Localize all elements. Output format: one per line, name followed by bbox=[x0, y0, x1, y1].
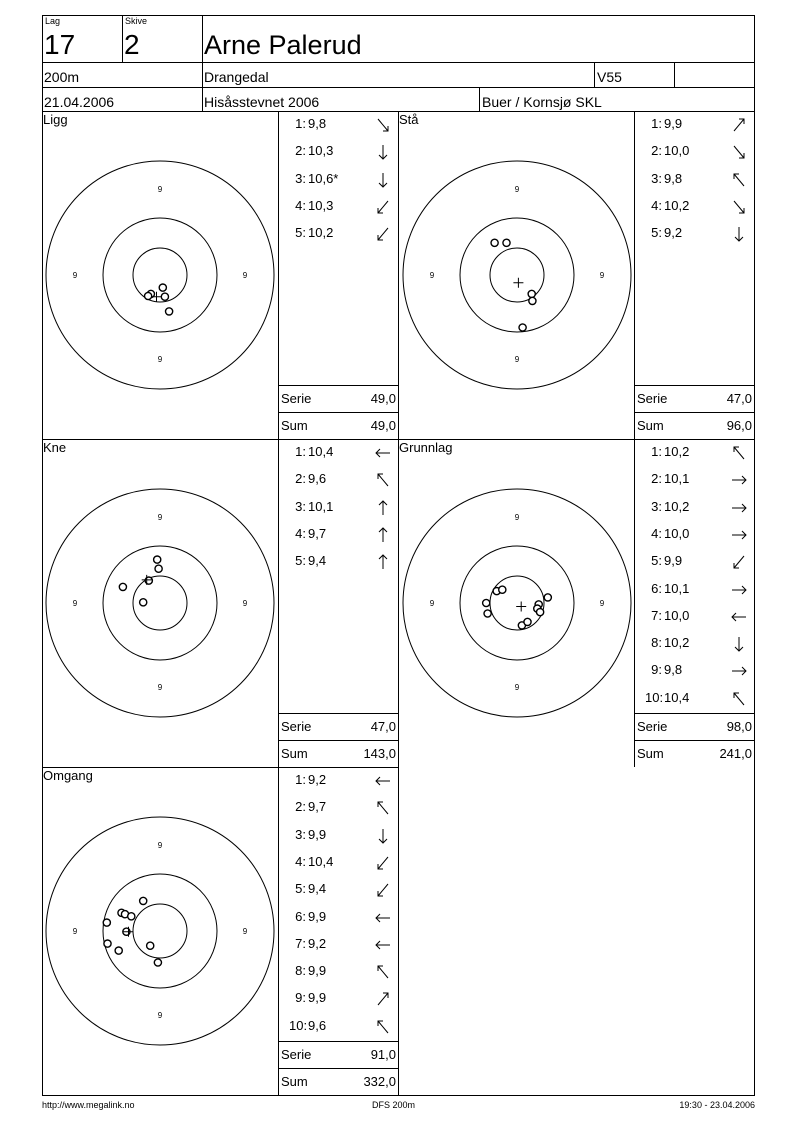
shot-hole bbox=[483, 599, 490, 606]
direction-arrow-icon bbox=[731, 144, 747, 160]
shot-row bbox=[645, 171, 698, 186]
shot-row bbox=[289, 198, 342, 213]
shot-hole bbox=[154, 959, 161, 966]
shot-hole bbox=[499, 586, 506, 593]
direction-arrow-icon bbox=[375, 991, 391, 1007]
group-center-marker bbox=[513, 278, 523, 288]
sum-value: 49,0 bbox=[370, 418, 396, 433]
serie-value: 47,0 bbox=[726, 391, 752, 406]
shot-row bbox=[645, 635, 698, 650]
direction-arrow-icon bbox=[375, 964, 391, 980]
ring-9 bbox=[460, 218, 574, 332]
shot-score: 10,2 bbox=[664, 197, 690, 213]
shot-score: 9,7 bbox=[308, 799, 327, 815]
shot-hole bbox=[159, 284, 166, 291]
shot-number: 10: bbox=[645, 689, 664, 705]
shot-hole bbox=[537, 609, 544, 616]
shot-score: 10,4 bbox=[308, 444, 334, 459]
shot-row bbox=[645, 581, 698, 596]
sum-value: 241,0 bbox=[719, 746, 752, 761]
shot-row bbox=[289, 854, 342, 869]
serie-value: 47,0 bbox=[370, 719, 396, 734]
direction-arrow-icon bbox=[731, 226, 747, 242]
shot-score: 9,4 bbox=[308, 881, 327, 897]
shot-row bbox=[645, 143, 698, 158]
ring-number-label: 9 bbox=[72, 599, 78, 608]
ring-9 bbox=[460, 546, 574, 660]
shot-number: 9: bbox=[295, 990, 306, 1006]
shot-hole bbox=[103, 919, 110, 926]
shot-hole bbox=[147, 942, 154, 949]
ring-number-label: 9 bbox=[72, 927, 78, 936]
direction-arrow-icon bbox=[731, 500, 747, 516]
shot-score: 9,2 bbox=[308, 935, 327, 951]
shot-hole bbox=[503, 239, 510, 246]
shot-number: 1: bbox=[651, 116, 662, 131]
shot-row bbox=[289, 772, 342, 787]
direction-arrow-icon bbox=[731, 472, 747, 488]
shot-score: 9,2 bbox=[664, 225, 683, 241]
shot-number: 2: bbox=[651, 143, 662, 159]
direction-arrow-icon bbox=[375, 445, 391, 461]
shot-number: 4: bbox=[651, 197, 662, 213]
shot-row bbox=[289, 1018, 342, 1033]
direction-arrow-icon bbox=[375, 172, 391, 188]
shot-row bbox=[645, 608, 698, 623]
shooter-class: V55 bbox=[597, 69, 622, 85]
ring-number-label: 9 bbox=[157, 1011, 163, 1020]
shot-score: 10,1 bbox=[664, 471, 690, 487]
direction-arrow-icon bbox=[375, 117, 391, 133]
shot-hole bbox=[491, 239, 498, 246]
shot-row bbox=[645, 225, 698, 240]
serie-value: 49,0 bbox=[370, 391, 396, 406]
shot-hole bbox=[115, 947, 122, 954]
shot-row bbox=[645, 690, 698, 705]
shot-row bbox=[289, 471, 342, 486]
direction-arrow-icon bbox=[731, 636, 747, 652]
direction-arrow-icon bbox=[731, 172, 747, 188]
sum-label: Sum bbox=[637, 418, 664, 433]
direction-arrow-icon bbox=[375, 800, 391, 816]
shot-number: 2: bbox=[295, 799, 306, 815]
shot-hole bbox=[161, 293, 168, 300]
ring-number-label: 9 bbox=[157, 841, 163, 850]
skive-label: Skive bbox=[125, 16, 148, 26]
sum-label: Sum bbox=[281, 1074, 308, 1089]
shot-number: 4: bbox=[651, 525, 662, 541]
shot-score: 10,2 bbox=[664, 498, 690, 514]
ring-number-label: 9 bbox=[514, 683, 520, 692]
serie-value: 91,0 bbox=[370, 1047, 396, 1062]
shot-score: 9,6 bbox=[308, 1017, 327, 1033]
direction-arrow-icon bbox=[731, 663, 747, 679]
shot-row bbox=[645, 444, 698, 459]
distance: 200m bbox=[44, 69, 80, 85]
sum-value: 143,0 bbox=[363, 746, 396, 761]
ring-number-label: 9 bbox=[157, 355, 163, 364]
shot-row bbox=[645, 553, 698, 568]
direction-arrow-icon bbox=[731, 199, 747, 215]
shot-row bbox=[289, 444, 342, 459]
shot-row bbox=[645, 116, 698, 131]
shot-row bbox=[645, 499, 698, 514]
shot-row bbox=[289, 963, 342, 978]
serie-label: Serie bbox=[281, 391, 312, 406]
header-frame bbox=[42, 15, 755, 112]
shooter-name: Arne Palerud bbox=[204, 30, 362, 60]
shot-hole bbox=[484, 610, 491, 617]
direction-arrow-icon bbox=[375, 144, 391, 160]
ring-9 bbox=[103, 874, 217, 988]
shot-score: 9,9 bbox=[664, 116, 683, 131]
shot-score: 10,4 bbox=[308, 853, 334, 869]
ring-number-label: 9 bbox=[242, 599, 248, 608]
panel-title: Ligg bbox=[43, 112, 68, 127]
direction-arrow-icon bbox=[375, 226, 391, 242]
shot-score: 9,2 bbox=[308, 772, 327, 787]
shot-number: 2: bbox=[295, 471, 306, 487]
shot-hole bbox=[528, 290, 535, 297]
ring-number-label: 9 bbox=[242, 927, 248, 936]
shot-hole bbox=[154, 556, 161, 563]
shot-number: 6: bbox=[295, 908, 306, 924]
group-center-marker bbox=[516, 602, 526, 612]
ring-number-label: 9 bbox=[429, 271, 435, 280]
shot-row bbox=[289, 499, 342, 514]
direction-arrow-icon bbox=[375, 855, 391, 871]
ring-number-label: 9 bbox=[157, 513, 163, 522]
direction-arrow-icon bbox=[731, 117, 747, 133]
shot-hole bbox=[166, 308, 173, 315]
shot-score: 9,9 bbox=[308, 990, 327, 1006]
ring-number-label: 9 bbox=[242, 271, 248, 280]
shot-number: 8: bbox=[295, 963, 306, 979]
shot-row bbox=[289, 799, 342, 814]
shot-number: 1: bbox=[295, 444, 306, 459]
shot-score: 10,2 bbox=[664, 444, 690, 459]
shot-row bbox=[645, 526, 698, 541]
shot-score: 9,9 bbox=[308, 908, 327, 924]
shot-row bbox=[289, 936, 342, 951]
direction-arrow-icon bbox=[375, 882, 391, 898]
club: Drangedal bbox=[204, 69, 269, 85]
shot-number: 9: bbox=[651, 662, 662, 678]
ring-number-label: 9 bbox=[72, 271, 78, 280]
shot-number: 1: bbox=[651, 444, 662, 459]
direction-arrow-icon bbox=[375, 773, 391, 789]
direction-arrow-icon bbox=[731, 691, 747, 707]
ring-number-label: 9 bbox=[157, 683, 163, 692]
shot-hole bbox=[140, 599, 147, 606]
shot-score: 10,0 bbox=[664, 607, 690, 623]
ring-number-label: 9 bbox=[429, 599, 435, 608]
direction-arrow-icon bbox=[375, 1019, 391, 1035]
shot-score: 10,2 bbox=[308, 225, 334, 241]
shot-score: 10,2 bbox=[664, 635, 690, 651]
footer-url[interactable]: http://www.megalink.no bbox=[42, 1100, 135, 1110]
shot-hole bbox=[145, 292, 152, 299]
serie-value: 98,0 bbox=[726, 719, 752, 734]
shot-score: 9,9 bbox=[308, 963, 327, 979]
date: 21.04.2006 bbox=[44, 94, 115, 110]
shot-hole bbox=[529, 297, 536, 304]
shot-hole bbox=[119, 583, 126, 590]
lag-number: 17 bbox=[44, 29, 76, 60]
target-face bbox=[402, 488, 632, 718]
shot-number: 4: bbox=[295, 525, 306, 541]
serie-label: Serie bbox=[637, 391, 668, 406]
direction-arrow-icon bbox=[731, 527, 747, 543]
shot-hole bbox=[519, 324, 526, 331]
direction-arrow-icon bbox=[375, 554, 391, 570]
shot-hole bbox=[140, 897, 147, 904]
shot-row bbox=[289, 143, 342, 158]
shot-number: 1: bbox=[295, 772, 306, 787]
ring-number-label: 9 bbox=[514, 513, 520, 522]
ring-number-label: 9 bbox=[514, 185, 520, 194]
shot-score: 10,6* bbox=[308, 170, 339, 186]
sum-value: 332,0 bbox=[363, 1074, 396, 1089]
shot-score: 9,9 bbox=[308, 826, 327, 842]
serie-label: Serie bbox=[281, 719, 312, 734]
shot-number: 3: bbox=[295, 826, 306, 842]
shot-number: 2: bbox=[651, 471, 662, 487]
shot-number: 10: bbox=[289, 1017, 308, 1033]
direction-arrow-icon bbox=[731, 609, 747, 625]
organizer: Buer / Kornsjø SKL bbox=[482, 94, 602, 110]
shot-hole bbox=[104, 940, 111, 947]
shot-number: 7: bbox=[295, 935, 306, 951]
direction-arrow-icon bbox=[375, 500, 391, 516]
ring-number-label: 9 bbox=[157, 185, 163, 194]
shot-number: 2: bbox=[295, 143, 306, 159]
shot-score: 10,1 bbox=[308, 498, 334, 514]
shot-score: 9,4 bbox=[308, 553, 327, 569]
direction-arrow-icon bbox=[731, 445, 747, 461]
shot-row bbox=[289, 909, 342, 924]
sum-label: Sum bbox=[637, 746, 664, 761]
shot-row bbox=[289, 225, 342, 240]
shot-row bbox=[289, 553, 342, 568]
shot-score: 9,8 bbox=[664, 662, 683, 678]
shot-number: 3: bbox=[295, 498, 306, 514]
skive-number: 2 bbox=[124, 29, 140, 60]
shot-number: 5: bbox=[651, 553, 662, 569]
shot-score: 9,7 bbox=[308, 525, 327, 541]
shot-score: 9,6 bbox=[308, 471, 327, 487]
shot-row bbox=[289, 116, 342, 131]
event-name: Hisåsstevnet 2006 bbox=[204, 94, 320, 110]
shot-number: 5: bbox=[295, 553, 306, 569]
shot-score: 10,0 bbox=[664, 525, 690, 541]
ring-number-label: 9 bbox=[599, 271, 605, 280]
shot-hole bbox=[128, 913, 135, 920]
shot-row bbox=[645, 198, 698, 213]
shot-row bbox=[289, 827, 342, 842]
direction-arrow-icon bbox=[375, 828, 391, 844]
shot-row bbox=[645, 662, 698, 677]
direction-arrow-icon bbox=[375, 199, 391, 215]
ring-9 bbox=[103, 218, 217, 332]
sum-label: Sum bbox=[281, 746, 308, 761]
shot-row bbox=[289, 526, 342, 541]
shot-number: 6: bbox=[651, 580, 662, 596]
shot-hole bbox=[524, 618, 531, 625]
shot-number: 5: bbox=[651, 225, 662, 241]
direction-arrow-icon bbox=[731, 554, 747, 570]
sum-value: 96,0 bbox=[726, 418, 752, 433]
ring-10 bbox=[133, 248, 187, 302]
shot-score: 9,8 bbox=[308, 116, 327, 131]
shot-number: 5: bbox=[295, 881, 306, 897]
footer-program: DFS 200m bbox=[372, 1100, 416, 1110]
shot-score: 9,9 bbox=[664, 553, 683, 569]
shot-score: 9,8 bbox=[664, 170, 683, 186]
ring-10 bbox=[133, 904, 187, 958]
shot-hole bbox=[544, 594, 551, 601]
shot-row bbox=[289, 990, 342, 1005]
serie-label: Serie bbox=[281, 1047, 312, 1062]
direction-arrow-icon bbox=[375, 527, 391, 543]
target-face bbox=[45, 816, 275, 1046]
panel-title: Grunnlag bbox=[399, 440, 453, 455]
direction-arrow-icon bbox=[375, 937, 391, 953]
shot-number: 7: bbox=[651, 607, 662, 623]
ring-9 bbox=[103, 546, 217, 660]
panel-title: Stå bbox=[399, 112, 419, 127]
shot-score: 10,3 bbox=[308, 143, 334, 159]
shot-score: 10,0 bbox=[664, 143, 690, 159]
shot-number: 3: bbox=[651, 498, 662, 514]
sum-label: Sum bbox=[281, 418, 308, 433]
shot-number: 3: bbox=[651, 170, 662, 186]
ring-number-label: 9 bbox=[599, 599, 605, 608]
lag-label: Lag bbox=[45, 16, 61, 26]
target-face bbox=[45, 160, 275, 390]
shot-row bbox=[289, 881, 342, 896]
serie-label: Serie bbox=[637, 719, 668, 734]
shot-row bbox=[289, 171, 342, 186]
target-face bbox=[45, 488, 275, 718]
shot-number: 3: bbox=[295, 170, 306, 186]
shot-row bbox=[645, 471, 698, 486]
target-face bbox=[402, 160, 632, 390]
shot-number: 4: bbox=[295, 197, 306, 213]
shot-number: 4: bbox=[295, 853, 306, 869]
shot-score: 10,1 bbox=[664, 580, 690, 596]
direction-arrow-icon bbox=[375, 910, 391, 926]
footer-timestamp: 19:30 - 23.04.2006 bbox=[679, 1100, 755, 1110]
direction-arrow-icon bbox=[375, 472, 391, 488]
shot-hole bbox=[155, 565, 162, 572]
shot-number: 1: bbox=[295, 116, 306, 131]
shot-number: 5: bbox=[295, 225, 306, 241]
panel-title: Omgang bbox=[43, 768, 93, 783]
panel-title: Kne bbox=[43, 440, 67, 455]
direction-arrow-icon bbox=[731, 582, 747, 598]
shot-score: 10,3 bbox=[308, 197, 334, 213]
ring-number-label: 9 bbox=[514, 355, 520, 364]
shot-score: 10,4 bbox=[664, 689, 690, 705]
shot-number: 8: bbox=[651, 635, 662, 651]
